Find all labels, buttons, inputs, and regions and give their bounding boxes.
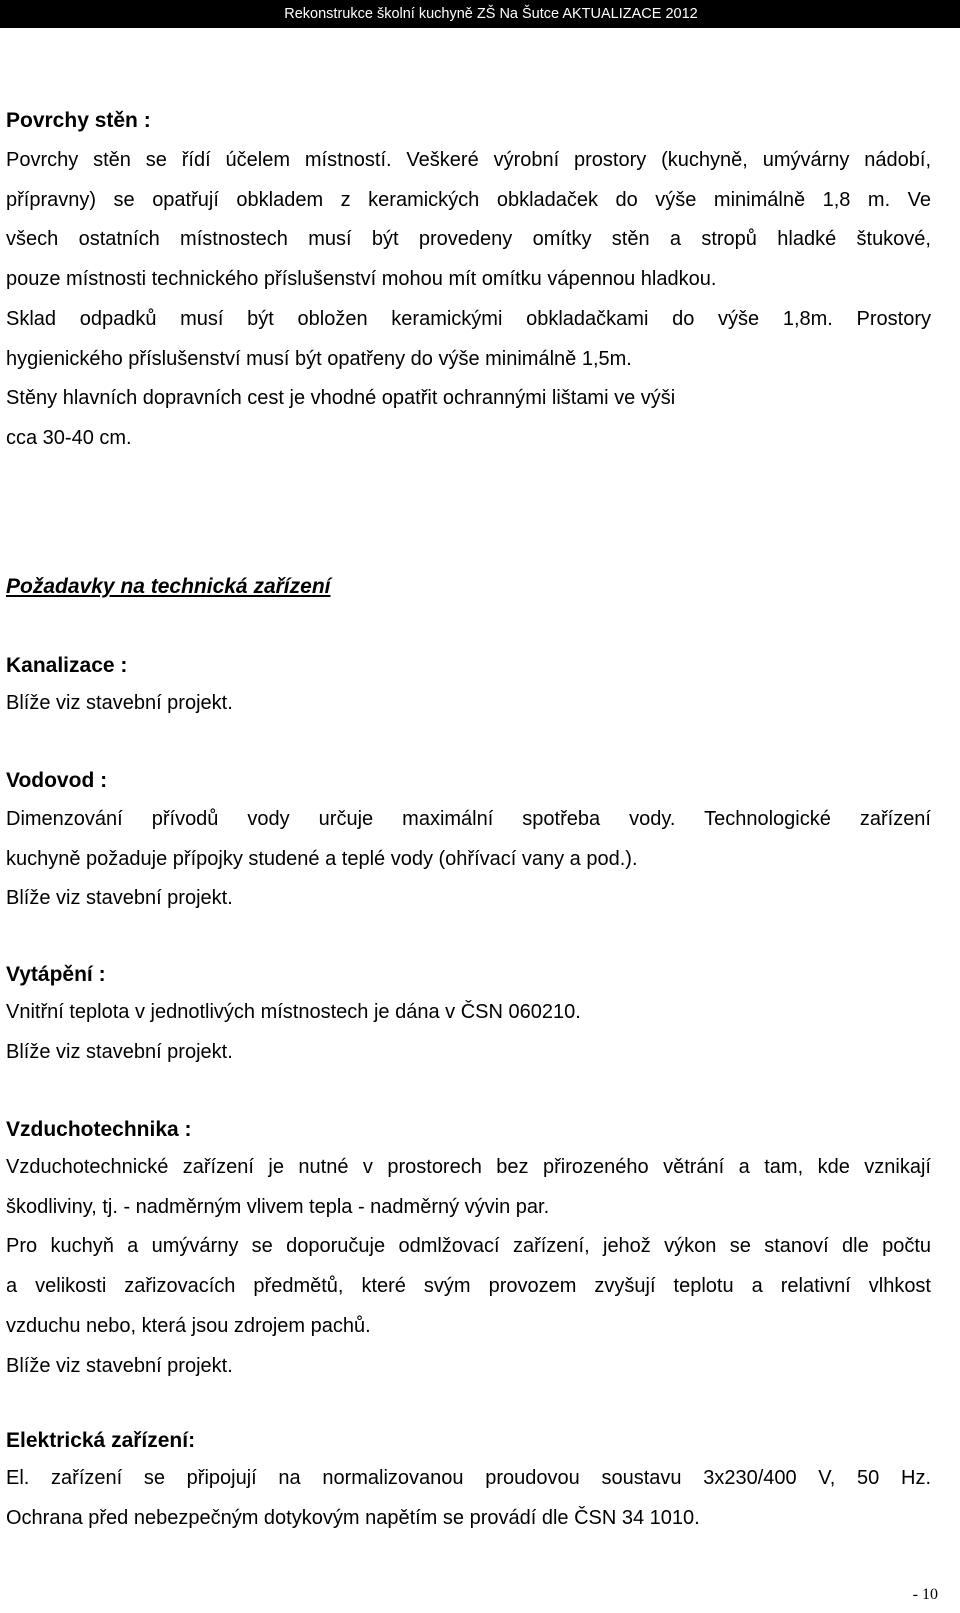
vzt-line-2: škodliviny, tj. - nadměrným vlivem tepla - nadměrný vývin par.	[6, 1195, 550, 1218]
elektro-heading: Elektrická zařízení:	[6, 1429, 196, 1452]
vzt-line-5: vzduchu nebo, která jsou zdrojem pachů.	[6, 1314, 371, 1337]
page-header: Rekonstrukce školní kuchyně ZŠ Na Šutce AKTUALIZACE 2012	[0, 0, 960, 28]
vytapeni-line-1: Vnitřní teplota v jednotlivých místnostech je dána v ČSN 060210.	[6, 1001, 581, 1023]
vodovod-line-1: Dimenzování přívodů vody určuje maximální spotřeba vody. Technologické zařízení	[6, 808, 931, 830]
vzt-line-3: Pro kuchyň a umývárny se doporučuje odmlžovací zařízení, jehož výkon se stanoví dle počtu	[6, 1235, 931, 1258]
vytapeni-heading: Vytápění :	[6, 963, 106, 986]
walls-line-6: hygienického příslušenství musí být opatřeny do výše minimálně 1,5m.	[6, 347, 632, 370]
section-title: Požadavky na technická zařízení	[6, 575, 331, 598]
kanalizace-line-1: Blíže viz stavební projekt.	[6, 692, 233, 714]
kanalizace-heading: Kanalizace :	[6, 654, 128, 677]
vodovod-line-3: Blíže viz stavební projekt.	[6, 887, 233, 910]
walls-section	[6, 108, 931, 134]
walls-line-4: pouze místnosti technického příslušenství mohou mít omítku vápennou hladkou.	[6, 268, 717, 291]
vzt-line-6: Blíže viz stavební projekt.	[6, 1354, 233, 1377]
walls-text	[6, 141, 931, 459]
vzt-heading: Vzduchotechnika :	[6, 1118, 192, 1141]
vzt-line-4: a velikosti zařizovacích předmětů, které svým provozem zvyšují teplotu a relativní vlhkost	[6, 1275, 931, 1298]
vytapeni-line-2: Blíže viz stavební projekt.	[6, 1040, 233, 1063]
vodovod-line-2: kuchyně požaduje přípojky studené a teplé vody (ohřívací vany a pod.).	[6, 847, 638, 870]
page-number: - 10	[912, 1586, 938, 1603]
elektro-line-1: El. zařízení se připojují na normalizovanou proudovou soustavu 3x230/400 V, 50 Hz.	[6, 1467, 931, 1489]
walls-line-2: přípravny) se opatřují obkladem z keramických obkladaček do výše minimálně 1,8 m. Ve	[6, 188, 931, 211]
walls-line-1: Povrchy stěn se řídí účelem místností. Veškeré výrobní prostory (kuchyně, umývárny nádobí,	[6, 149, 931, 171]
vodovod-heading: Vodovod :	[6, 769, 108, 792]
walls-line-8: cca 30-40 cm.	[6, 426, 132, 449]
elektro-line-2: Ochrana před nebezpečným dotykovým napětím se provádí dle ČSN 34 1010.	[6, 1506, 700, 1529]
walls-heading: Povrchy stěn :	[6, 109, 151, 132]
walls-line-7: Stěny hlavních dopravních cest je vhodné opatřit ochrannými lištami ve výši	[6, 387, 676, 410]
vzt-line-1: Vzduchotechnické zařízení je nutné v prostorech bez přirozeného větrání a tam, kde vznikají	[6, 1156, 931, 1178]
walls-line-3: všech ostatních místnostech musí být provedeny omítky stěn a stropů hladké štukové,	[6, 228, 931, 251]
walls-line-5: Sklad odpadků musí být obložen keramickými obkladačkami do výše 1,8m. Prostory	[6, 307, 931, 330]
